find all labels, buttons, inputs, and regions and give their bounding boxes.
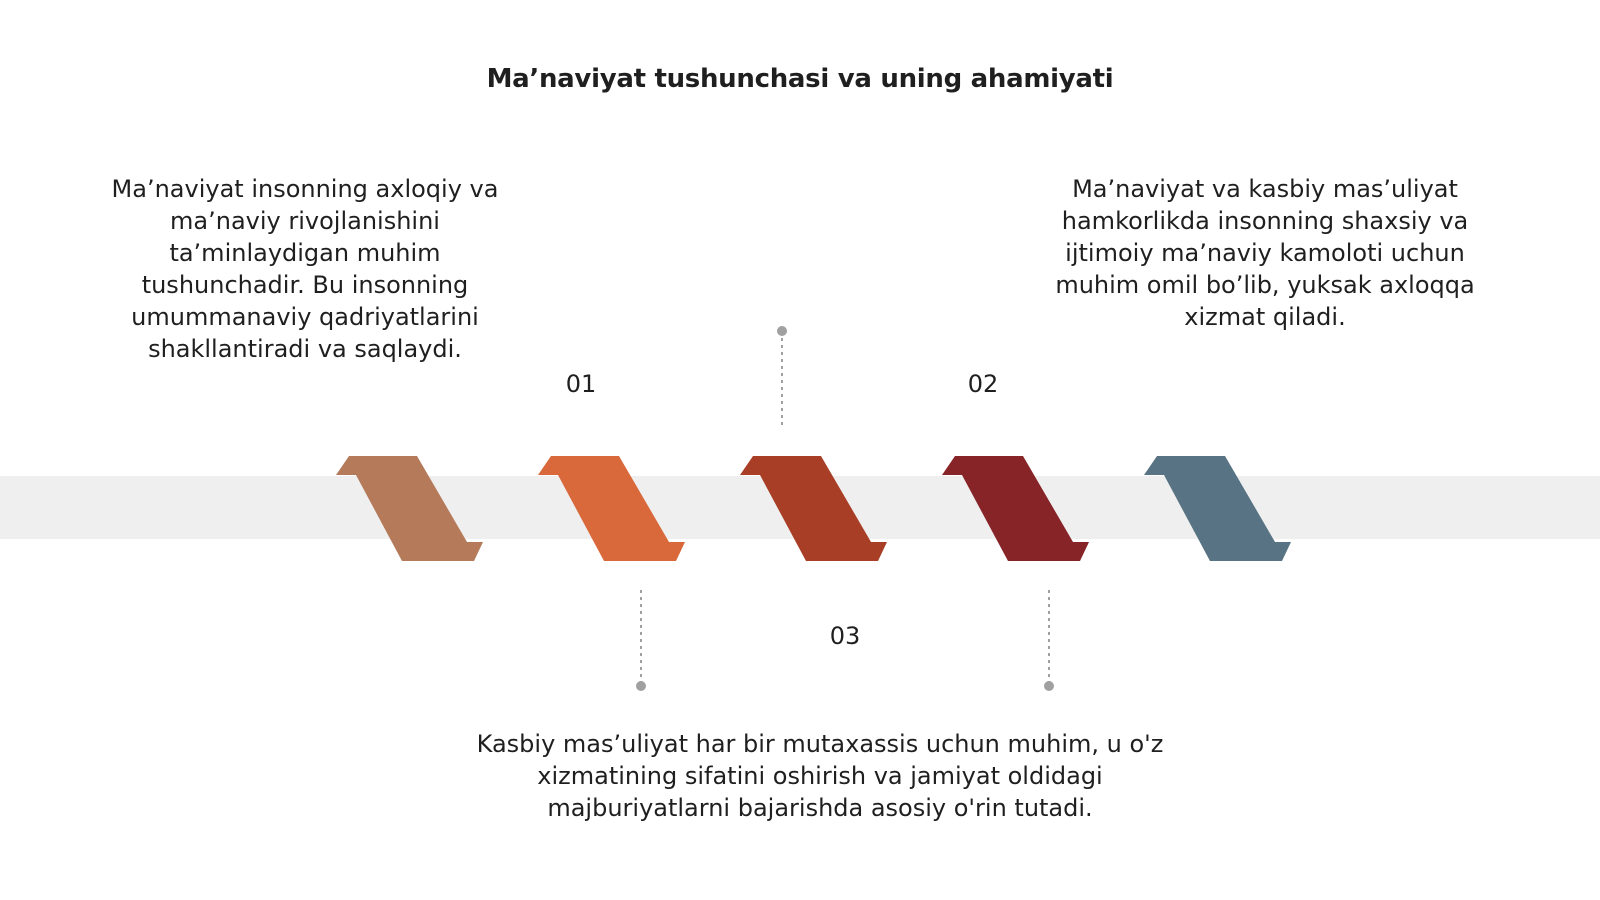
connector-01 [636, 590, 646, 691]
timeline-shape-2 [538, 456, 685, 561]
step-number-01: 01 [565, 370, 597, 398]
slide-title: Ma’naviyat tushunchasi va uning ahamiyati [486, 64, 1114, 94]
timeline-shape-4 [942, 456, 1089, 561]
connector-03 [1044, 590, 1054, 691]
step-number-02: 02 [967, 370, 999, 398]
step-number-03: 03 [829, 622, 861, 650]
step-text-03: Kasbiy mas’uliyat har bir mutaxassis uchun muhim, u o'z xizmatining sifatini oshirish va jamiyat oldidagi majburiyatlarni bajarishda asosiy o'rin tutadi. [476, 730, 1164, 822]
timeline-shape-5 [1144, 456, 1291, 561]
connector-02 [777, 326, 787, 428]
timeline-shape-1 [336, 456, 483, 561]
timeline-shape-3 [740, 456, 887, 561]
step-text-02: Ma’naviyat va kasbiy mas’uliyat hamkorlikda insonning shaxsiy va ijtimoiy ma’naviy kamoloti uchun muhim omil bo’lib, yuksak axloqqa xizmat qiladi. [1055, 175, 1475, 331]
step-text-01: Ma’naviyat insonning axloqiy va ma’naviy rivojlanishini ta’minlaydigan muhim tushunchadir. Bu insonning umummanaviy qadriyatlarini shakllantiradi va saqlaydi. [111, 175, 499, 363]
